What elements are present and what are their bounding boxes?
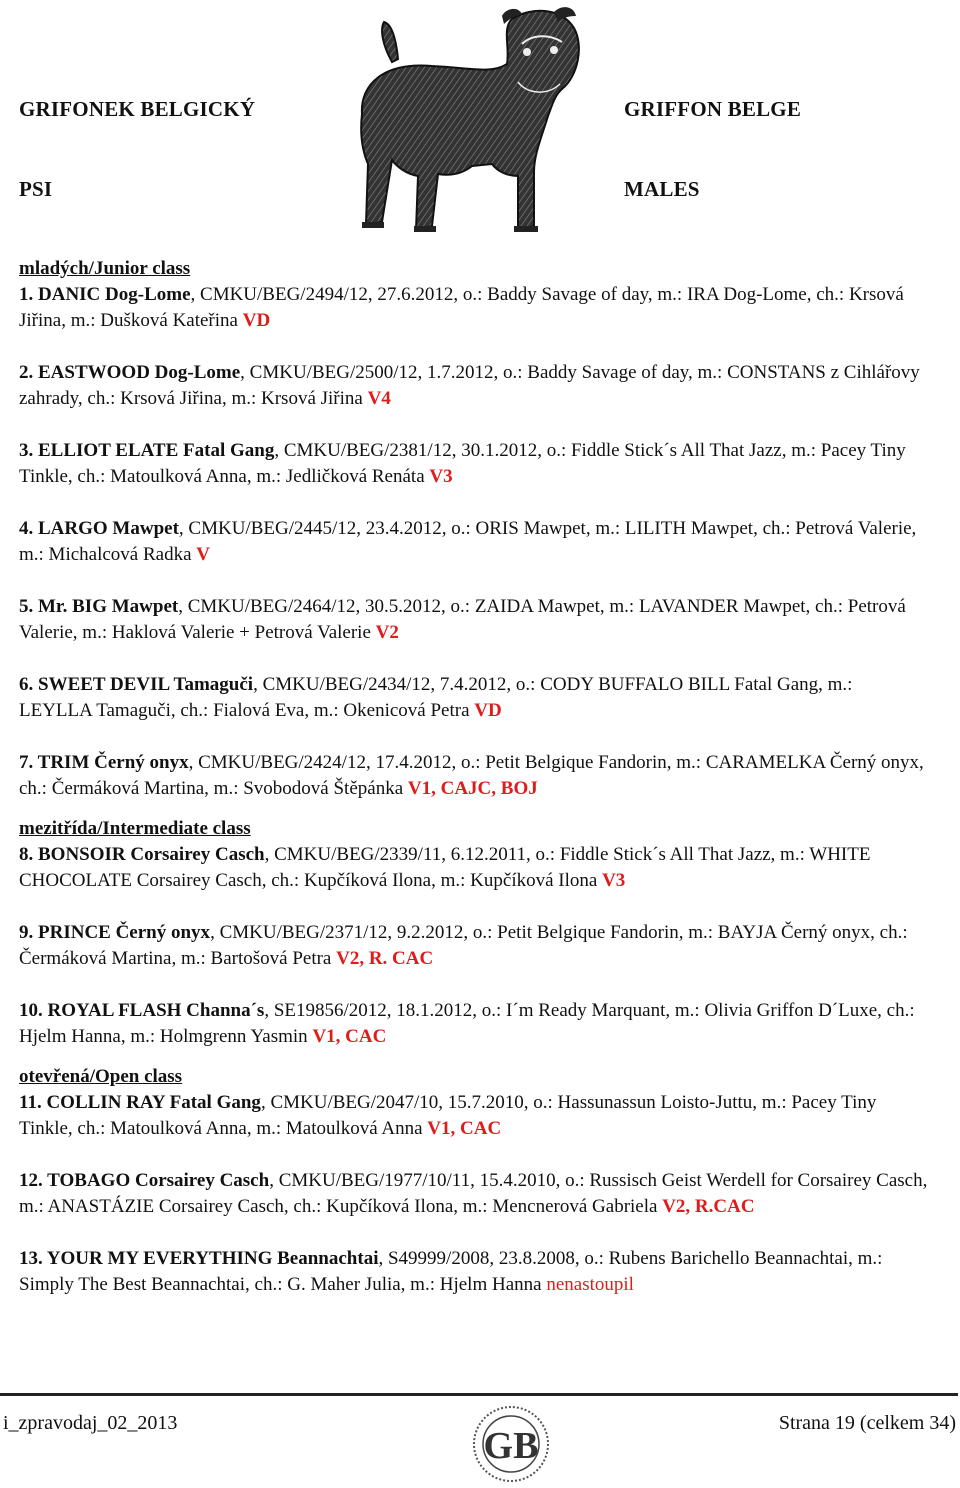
dog-result: V3 [429,466,453,487]
dog-name: 6. SWEET DEVIL Tamaguči [19,674,254,695]
sex-label-en: MALES [624,177,700,201]
dog-result: V3 [602,870,626,891]
footer-divider [0,1393,958,1396]
dog-entry [19,1090,929,1142]
dog-result: V2 [375,622,399,643]
dog-result: nenastoupil [546,1274,634,1295]
dog-details: , CMKU/BEG/2500/12, 1.7.2012, o.: Baddy Savage of day, m.: CONSTANS z Cihlářovy zahrady, ch.: Krsová Jiřina, m.: Krsová Jiřina [19,362,920,409]
dog-result: V2, R.CAC [662,1196,755,1217]
breed-name-cz: GRIFONEK BELGICKÝ [19,97,256,121]
dog-entry [19,594,929,646]
dog-details: , CMKU/BEG/2434/12, 7.4.2012, o.: CODY BUFFALO BILL Fatal Gang, m.: LEYLLA Tamaguči, ch.: Fialová Eva, m.: Okenicová Petra [19,674,853,721]
section-title: otevřená/Open class [19,1066,183,1087]
dog-details: , S49999/2008, 23.8.2008, o.: Rubens Barichello Beannachtai, m.: Simply The Best Beannachtai, ch.: G. Maher Julia, m.: Hjelm Hanna [19,1248,883,1295]
dog-details: , CMKU/BEG/1977/10/11, 15.4.2010, o.: Russisch Geist Werdell for Corsairey Casch, m.: ANASTÁZIE Corsairey Casch, ch.: Kupčíková Ilona, m.: Mencnerová Gabriela [19,1170,928,1217]
dog-name: 8. BONSOIR Corsairey Casch [19,844,265,865]
dog-details: , CMKU/BEG/2047/10, 15.7.2010, o.: Hassunassun Loisto-Juttu, m.: Pacey Tiny Tinkle, ch.: Matoulková Anna, m.: Matoulková Anna [19,1092,877,1139]
dog-result: V1, CAC [427,1118,502,1139]
dog-name: 11. COLLIN RAY Fatal Gang [19,1092,261,1113]
dog-result: V1, CAJC, BOJ [407,778,538,799]
dog-details: , CMKU/BEG/2494/12, 27.6.2012, o.: Baddy Savage of day, m.: IRA Dog-Lome, ch.: Krsová Jiřina, m.: Dušková Kateřina [19,284,904,331]
footer-page-number: Strana 19 (celkem 34) [778,1412,956,1434]
dog-result: V4 [367,388,391,409]
dog-result: V1, CAC [312,1026,387,1047]
dog-entry [19,1168,929,1220]
breed-name-en: GRIFFON BELGE [624,97,802,121]
dog-details: , CMKU/BEG/2445/12, 23.4.2012, o.: ORIS Mawpet, m.: LILITH Mawpet, ch.: Petrová Valerie, m.: Michalcová Radka [19,518,917,565]
dog-details: , CMKU/BEG/2339/11, 6.12.2011, o.: Fiddle Stick´s All That Jazz, m.: WHITE CHOCOLATE Corsairey Casch, ch.: Kupčíková Ilona, m.: Kupčíková Ilona [19,844,871,891]
footer-publication: i_zpravodaj_02_2013 [3,1412,178,1434]
dog-name: 7. TRIM Černý onyx [19,752,189,773]
dog-name: 1. DANIC Dog-Lome [19,284,191,305]
dog-result: V2, R. CAC [336,948,434,969]
dog-entry [19,998,929,1050]
section-title: mladých/Junior class [19,258,191,279]
dog-name: 13. YOUR MY EVERYTHING Beannachtai [19,1248,379,1269]
logo-letters: GB [483,1425,539,1467]
dog-result: VD [474,700,502,721]
dog-details: , SE19856/2012, 18.1.2012, o.: I´m Ready Marquant, m.: Olivia Griffon D´Luxe, ch.: Hjelm Hanna, m.: Holmgrenn Yasmin [19,1000,915,1047]
results-list [19,256,929,1324]
dog-entry [19,516,929,568]
dog-details: , CMKU/BEG/2464/12, 30.5.2012, o.: ZAIDA Mawpet, m.: LAVANDER Mawpet, ch.: Petrová Valerie, m.: Haklová Valerie + Petrová Valerie [19,596,906,643]
dog-name: 2. EASTWOOD Dog-Lome [19,362,241,383]
dog-entry [19,282,929,334]
sex-label-cz: PSI [19,177,53,201]
dog-entry [19,438,929,490]
section-title: mezitřída/Intermediate class [19,818,251,839]
dog-entry [19,1246,929,1298]
dog-result: VD [242,310,271,331]
dog-name: 5. Mr. BIG Mawpet [19,596,179,617]
dog-details: , CMKU/BEG/2424/12, 17.4.2012, o.: Petit Belgique Fandorin, m.: CARAMELKA Černý onyx, ch.: Čermáková Martina, m.: Svobodová Štěpánka [19,752,924,799]
dog-name: 3. ELLIOT ELATE Fatal Gang [19,440,275,461]
dog-entry [19,360,929,412]
dog-name: 9. PRINCE Černý onyx [19,922,211,943]
dog-result: V [196,544,211,565]
dog-entry [19,672,929,724]
dog-name: 4. LARGO Mawpet [19,518,179,539]
dog-entry [19,750,929,802]
dog-details: , CMKU/BEG/2371/12, 9.2.2012, o.: Petit Belgique Fandorin, m.: BAYJA Černý onyx, ch.: Čermáková Martina, m.: Bartošová Petra [19,922,908,969]
dog-name: 10. ROYAL FLASH Channa´s [19,1000,265,1021]
dog-details: , CMKU/BEG/2381/12, 30.1.2012, o.: Fiddle Stick´s All That Jazz, m.: Pacey Tiny Tinkle, ch.: Matoulková Anna, m.: Jedličková Renáta [19,440,906,487]
griffon-dog-illustration [322,4,584,242]
dog-entry [19,842,929,894]
dog-entry [19,920,929,972]
club-seal-logo [462,1404,560,1484]
dog-name: 12. TOBAGO Corsairey Casch [19,1170,270,1191]
